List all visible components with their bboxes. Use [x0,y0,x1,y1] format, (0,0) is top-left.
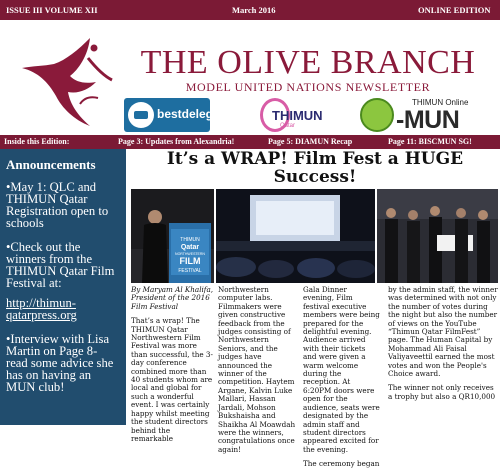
column-1-text: That’s a wrap! The THIMUN Qatar Northwestern Film Festival was more than successful, the 3-day conference combined more than 40 students whom are local and global for such a wonderful event. I was certainly happy whilst meeting the student directors behind the remarkable [131,316,213,443]
column-4-text: by the admin staff, the winner was determined with not only the number of votes during the night but also the number of views on the YouTube “Thimun Qatar FilmFest” page. The Human Capital by Mohammad Ali Faisal Valiyaveettil earned the most votes and won the People's Choice award. [388,285,498,379]
issue-date: March 2016 [232,5,276,15]
masthead [0,20,500,135]
thimun-online-logo: THIMUN Online -MUN [360,98,490,132]
column-4-text-continued: The winner not only receives a trophy but also a QR10,000 [388,383,496,401]
announcement-link[interactable]: http://thimun-qatarpress.org [6,296,77,322]
inside-edition-bar [0,135,500,149]
photo-speaker-podium [131,189,214,283]
announcements-sidebar [0,149,126,425]
svg-text:NORTHWESTERN: NORTHWESTERN [175,252,205,256]
article-column-4 [388,286,498,407]
article-column-1 [131,286,214,449]
announcement-film-winners: •Check out the winners from the THIMUN Qatar Film Festival at: [6,240,115,290]
bestdelegate-logo: bestdelegate [124,98,210,132]
article-column-3 [303,286,380,475]
newsletter-title: THE OLIVE BRANCH [140,44,476,81]
article-column-2 [218,286,296,460]
announcements-heading: Announcements [6,157,96,172]
svg-text:THIMUN: THIMUN [180,237,200,243]
dove-logo-icon [18,28,114,132]
globe-icon [360,98,394,132]
announcement-registration: •May 1: QLC and THIMUN Qatar Registration open to schools [6,180,109,230]
photo-ceremony-stage [216,189,375,283]
inside-item-page5: Page 5: DIAMUN Recap [268,137,353,146]
edition-label: ONLINE EDITION [418,5,491,15]
photo-caption: By Maryam Al Khalifa, President of the 2016 Film Festival [131,285,214,311]
column-3-text-continued: The ceremony began [303,459,380,469]
inside-label: Inside this Edition: [4,137,70,146]
column-2-text: Northwestern computer labs. Filmmakers were given constructive feedback from the judges consisting of Northwestern Seniors, and the judges have announced the winner of the competition. Haytem Argane, Kalvin Luke Mallari, Hassan Jardali, Mohson Bukshaisha and Shaikha Al Moawdah were the winners, congratulations once again! [218,285,296,454]
svg-text:Qatar: Qatar [180,244,200,251]
inside-item-page11: Page 11: BISCMUN SG! [388,137,472,146]
thimun-qatar-logo: THIMUN Qatar [258,98,336,132]
newsletter-subtitle: MODEL UNITED NATIONS NEWSLETTER [185,80,431,94]
svg-text:FILM: FILM [179,256,201,266]
column-3-text: Gala Dinner evening, Film festival executive members were being prepared for the delightful evening. Audience arrived with their tickets and were given a warm welcome during the reception. At 6:20PM doors were open for the audience, seats were designated by the admin staff and student directors appeared excited for the evening. [303,285,380,454]
announcement-interview: •Interview with Lisa Martin on Page 8- read some advice she has on having an MUN club! [6,332,114,394]
svg-text:FESTIVAL: FESTIVAL [178,268,202,274]
inside-item-page3: Page 3: Updates from Alexandria! [118,137,235,146]
photo-award-winners [377,189,498,283]
article-headline: It’s a WRAP! Film Fest a HUGE Success! [166,149,464,187]
issue-label: ISSUE III VOLUME XII [6,5,98,15]
top-banner [0,0,500,20]
bestdelegate-mark-icon [128,102,154,128]
